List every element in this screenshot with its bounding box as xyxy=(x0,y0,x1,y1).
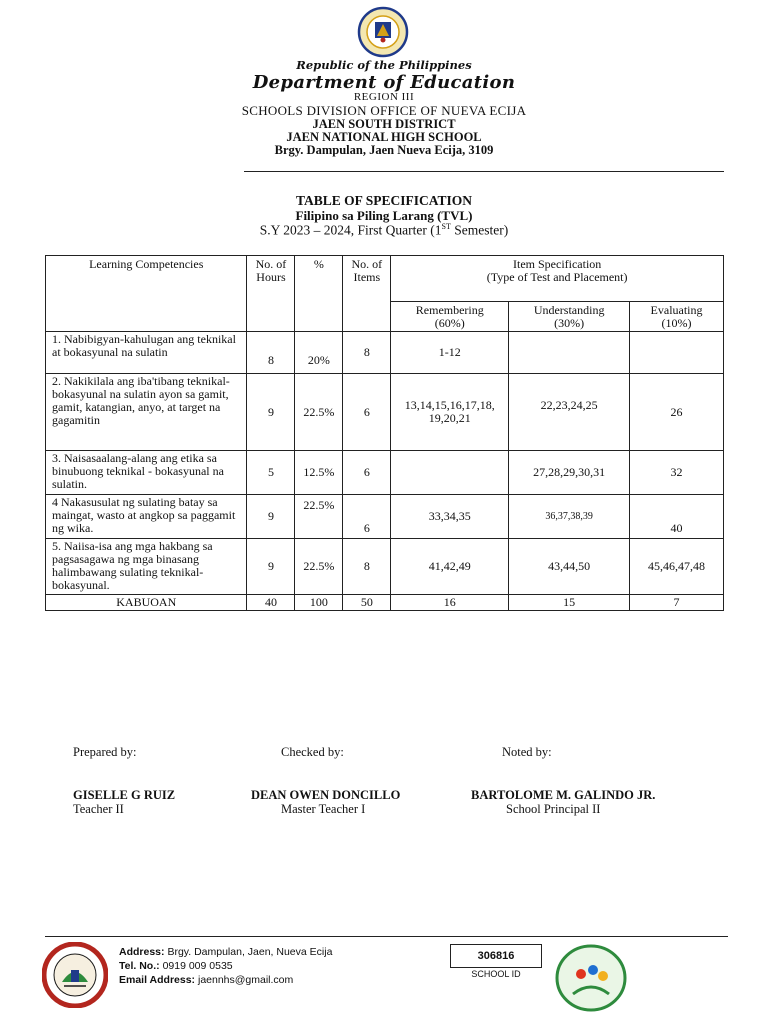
document-title: TABLE OF SPECIFICATION xyxy=(295,193,473,208)
noted-by-name: BARTOLOME M. GALINDO JR. xyxy=(471,788,656,802)
cell-evaluating: 40 xyxy=(630,495,724,539)
table-row xyxy=(46,374,724,451)
cell-remembering: 33,34,35 xyxy=(391,495,509,539)
table-header-row xyxy=(46,256,724,302)
cell-items: 6 xyxy=(343,451,391,495)
division-line: SCHOOLS DIVISION OFFICE OF NUEVA ECIJA xyxy=(241,103,527,118)
cell-hours: 5 xyxy=(247,451,295,495)
header-item-specification: Item Specification (Type of Test and Placement) xyxy=(391,256,724,302)
cell-remembering: 13,14,15,16,17,18, 19,20,21 xyxy=(391,374,509,451)
cell-competency: 4 Nakasusulat ng sulating batay sa maingat, wasto at angkop sa paggamit ng wika. xyxy=(46,495,247,539)
header-competencies: Learning Competencies xyxy=(46,256,247,332)
header-understanding: Understanding (30%) xyxy=(509,302,630,332)
region-line: REGION III xyxy=(353,91,415,103)
header-percent: % xyxy=(295,256,343,332)
cell-hours: 8 xyxy=(247,332,295,374)
header-rule xyxy=(244,171,724,172)
header-items: No. of Items xyxy=(343,256,391,332)
noted-by-label: Noted by: xyxy=(502,745,552,759)
cell-remembering xyxy=(391,451,509,495)
cell-items: 6 xyxy=(343,374,391,451)
cell-remembering: 1-12 xyxy=(391,332,509,374)
cell-percent: 12.5% xyxy=(295,451,343,495)
footer-rule xyxy=(45,936,728,937)
cell-understanding: 27,28,29,30,31 xyxy=(509,451,630,495)
prepared-by-position: Teacher II xyxy=(73,802,124,816)
school-id-box: 306816 xyxy=(450,944,542,968)
cell-evaluating: 32 xyxy=(630,451,724,495)
prepared-by-label: Prepared by: xyxy=(73,745,137,759)
cell-hours: 9 xyxy=(247,374,295,451)
cell-items: 8 xyxy=(343,332,391,374)
cell-understanding: 22,23,24,25 xyxy=(509,374,630,451)
cell-items: 6 xyxy=(343,495,391,539)
checked-by-name: DEAN OWEN DONCILLO xyxy=(251,788,401,802)
deped-seal-icon xyxy=(348,6,418,58)
cell-percent: 22.5% xyxy=(295,539,343,595)
cell-hours: 9 xyxy=(247,495,295,539)
cell-evaluating: 45,46,47,48 xyxy=(630,539,724,595)
cell-percent: 22.5% xyxy=(295,374,343,451)
school-id-label: SCHOOL ID xyxy=(471,969,521,979)
table-total-row xyxy=(46,595,724,611)
prepared-by-name: GISELLE G RUIZ xyxy=(73,788,176,802)
school-name: JAEN NATIONAL HIGH SCHOOL xyxy=(286,130,482,144)
total-label: KABUOAN xyxy=(46,595,247,611)
table-row xyxy=(46,451,724,495)
header-evaluating: Evaluating (10%) xyxy=(630,302,724,332)
cell-understanding: 36,37,38,39 xyxy=(509,495,630,539)
document-subject: Filipino sa Piling Larang (TVL) xyxy=(295,208,473,223)
header-hours: No. of Hours xyxy=(247,256,295,332)
cell-competency: 5. Naiisa-isa ang mga hakbang sa pagsasagawa ng mga binasang halimbawang sulating teknikal-bokasyunal. xyxy=(46,539,247,595)
cell-competency: 1. Nabibigyan-kahulugan ang teknikal at bokasyunal na sulatin xyxy=(46,332,247,374)
cell-competency: 3. Naisasaalang-alang ang etika sa binubuong teknikal - bokasyunal na sulatin. xyxy=(46,451,247,495)
total-understanding: 15 xyxy=(509,595,630,611)
district-line: JAEN SOUTH DISTRICT xyxy=(312,117,456,131)
cell-items: 8 xyxy=(343,539,391,595)
cell-understanding xyxy=(509,332,630,374)
total-percent: 100 xyxy=(295,595,343,611)
cell-understanding: 43,44,50 xyxy=(509,539,630,595)
cell-remembering: 41,42,49 xyxy=(391,539,509,595)
footer-phone: Tel. No.: 0919 009 0535 xyxy=(119,960,233,972)
checked-by-position: Master Teacher I xyxy=(281,802,366,816)
specification-table xyxy=(45,255,724,611)
total-items: 50 xyxy=(343,595,391,611)
school-address: Brgy. Dampulan, Jaen Nueva Ecija, 3109 xyxy=(274,143,494,157)
total-hours: 40 xyxy=(247,595,295,611)
cell-competency: 2. Nakikilala ang iba'tibang teknikal-bokasyunal na sulatin ayon sa gamit, gamit, katangian, anyo, at target na gagamitin xyxy=(46,374,247,451)
cell-evaluating xyxy=(630,332,724,374)
noted-by-position: School Principal II xyxy=(506,802,601,816)
document-term: S.Y 2023 – 2024, First Quarter (1ST Semester) xyxy=(259,222,509,238)
child-friendly-school-seal-icon xyxy=(555,944,627,1012)
checked-by-label: Checked by: xyxy=(281,745,344,759)
table-row xyxy=(46,539,724,595)
cell-percent: 20% xyxy=(295,332,343,374)
table-row xyxy=(46,332,724,374)
school-seal-icon xyxy=(42,942,108,1008)
cell-evaluating: 26 xyxy=(630,374,724,451)
header-remembering: Remembering (60%) xyxy=(391,302,509,332)
total-remembering: 16 xyxy=(391,595,509,611)
total-evaluating: 7 xyxy=(630,595,724,611)
cell-hours: 9 xyxy=(247,539,295,595)
footer-address: Address: Brgy. Dampulan, Jaen, Nueva Ecija xyxy=(119,946,333,958)
department-name: Department of Education xyxy=(252,72,516,93)
republic-line: Republic of the Philippines xyxy=(296,58,472,72)
cell-percent: 22.5% xyxy=(295,495,343,539)
footer-email: Email Address: jaennhs@gmail.com xyxy=(119,974,294,986)
table-row xyxy=(46,495,724,539)
